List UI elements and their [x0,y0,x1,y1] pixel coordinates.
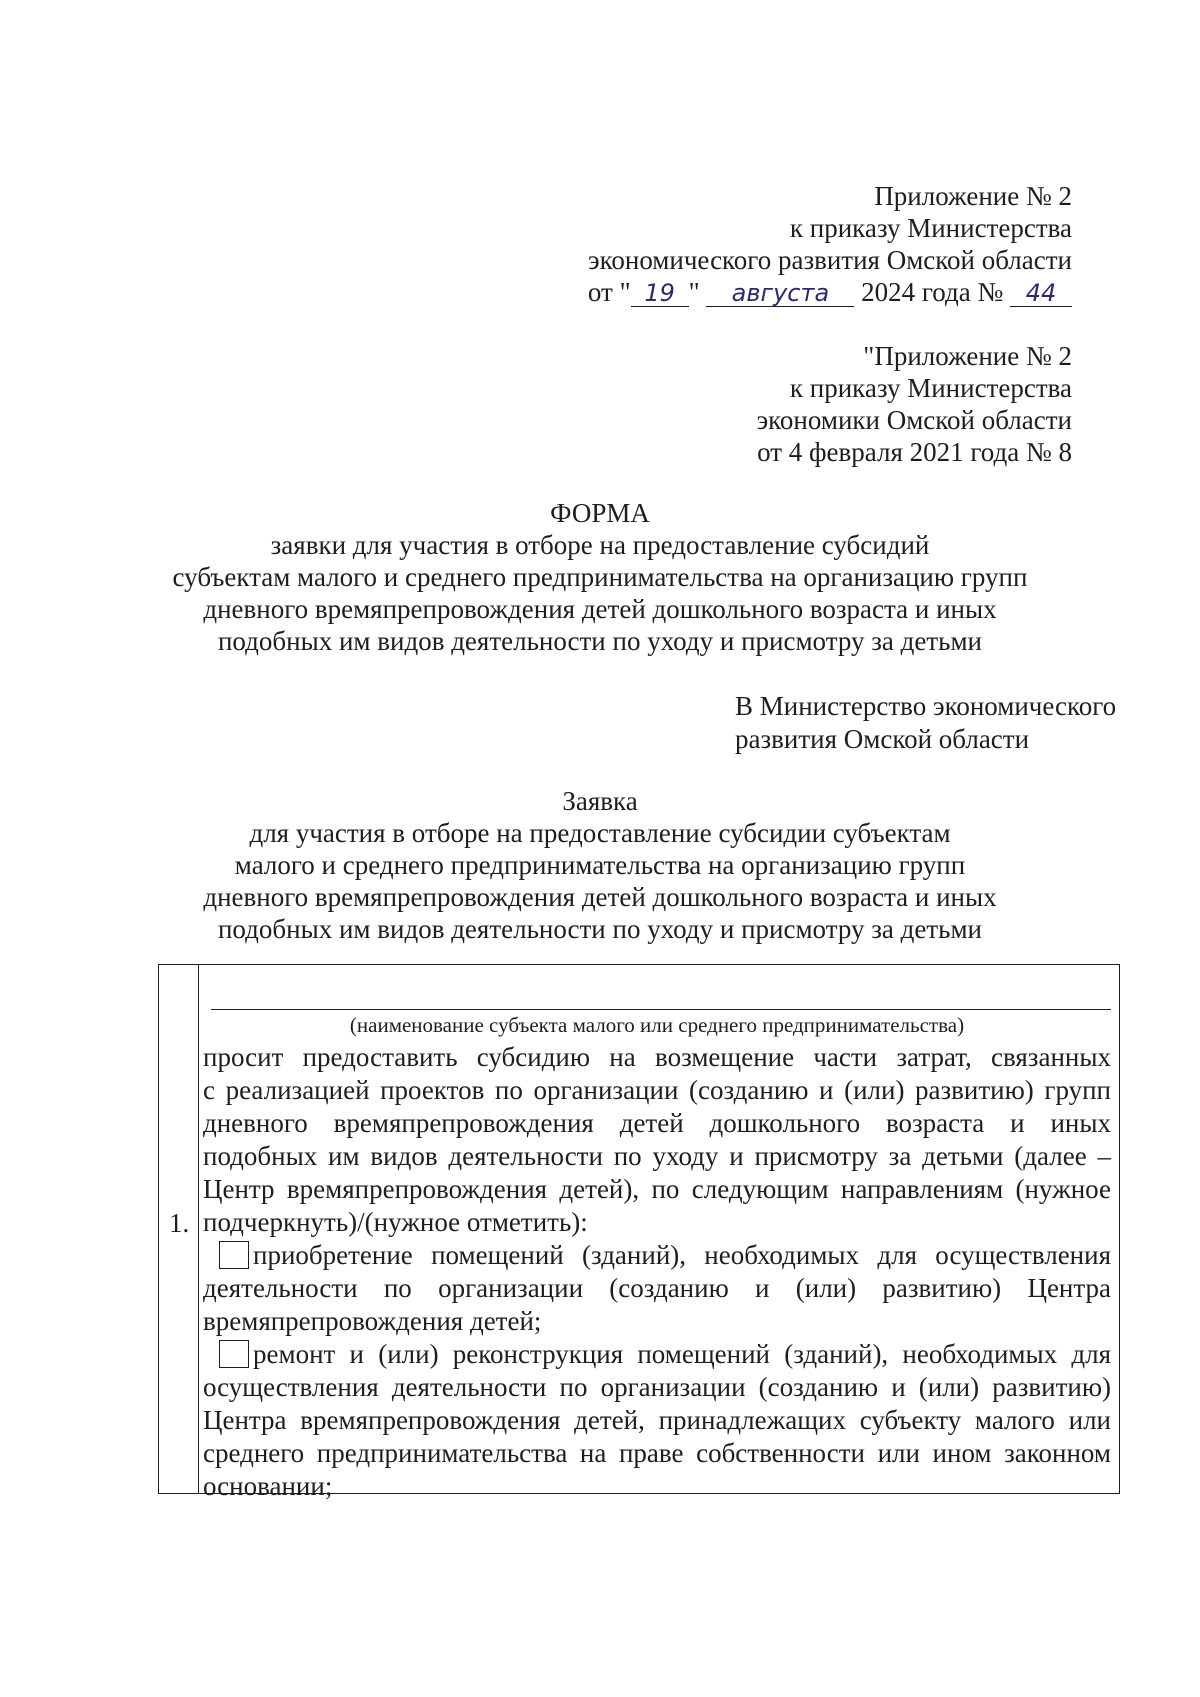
application-title-line4: подобных им видов деятельности по уходу и присмотру за детьми [217,914,982,944]
date-month-handwritten: августа [706,280,854,307]
option-repair-line1: ремонт и (или) реконструкция помещений (зданий), необходимых для [253,1339,1111,1369]
amendment-header [588,180,1072,308]
request-paragraph [203,1041,1111,1239]
request-line4: подобных им видов деятельности по уходу и присмотру за детьми (далее – [203,1141,1111,1171]
option-repair-line3: Центра времяпрепровождения детей, принадлежащих субъекту малого или [203,1405,1111,1435]
entity-name-caption: (наименование субъекта малого или среднего предпринимательства) [349,1013,965,1037]
request-line2: с реализацией проектов по организации (созданию и (или) развитию) групп [203,1075,1111,1105]
date-year: 2024 года № [861,277,1004,307]
amendment-header-line1: Приложение № 2 [874,181,1072,211]
form-title-line1: заявки для участия в отборе на предоставление субсидий [270,530,930,560]
form-title-line3: дневного времяпрепровождения детей дошкольного возраста и иных [203,594,997,624]
application-title [0,785,1200,945]
date-day-handwritten: 19 [631,280,689,307]
addressee-line1: В Министерство экономического [735,691,1117,721]
application-title-line2: малого и среднего предпринимательства на организацию групп [234,850,966,880]
request-line3: дневного времяпрепровождения детей дошкольного возраста и иных [203,1108,1111,1138]
option-repair-line5: основании; [203,1471,333,1501]
amendment-date-line [588,276,1072,308]
option-acquisition-line1: приобретение помещений (зданий), необходимых для осуществления [253,1240,1111,1270]
option-acquisition-checkbox[interactable] [219,1241,249,1269]
option-repair [203,1338,1111,1503]
application-table [158,964,1120,1501]
option-acquisition-line2: деятельности по организации (созданию и (или) развитию) Центра [203,1273,1111,1303]
application-title-line3: дневного времяпрепровождения детей дошкольного возраста и иных [203,882,997,912]
form-title-line4: подобных им видов деятельности по уходу и присмотру за детьми [217,626,982,656]
original-header [757,340,1072,468]
option-acquisition-line1-wrap [203,1239,1111,1272]
date-prefix: от " [587,277,631,307]
form-title [0,497,1200,657]
option-repair-line2: осуществления деятельности по организации (созданию и (или) развитию) [203,1372,1111,1402]
application-title-line1: для участия в отборе на предоставление субсидии субъектам [249,818,951,848]
addressee-line2: развития Омской области [735,724,1030,754]
option-acquisition-line3: времяпрепровождения детей; [203,1306,542,1336]
addressee [735,690,1116,756]
order-number-handwritten: 44 [1010,280,1072,307]
application-title-heading: Заявка [562,786,638,816]
request-line5: Центр времяпрепровождения детей), по следующим направлениям (нужное [203,1174,1111,1204]
option-repair-line1-wrap [203,1338,1111,1371]
form-title-heading: ФОРМА [550,498,650,528]
row-number: 1. [169,1208,190,1238]
request-line6: подчеркнуть)/(нужное отметить): [203,1207,588,1237]
original-header-line3: экономики Омской области [756,405,1072,435]
original-header-line2: к приказу Министерства [789,373,1072,403]
option-repair-line4: среднего предпринимательства на праве собственности или ином законном [203,1438,1111,1468]
request-line1: просит предоставить субсидию на возмещение части затрат, связанных [203,1042,1111,1072]
option-acquisition [203,1239,1111,1338]
entity-name-line [211,1009,1111,1010]
form-title-line2: субъектам малого и среднего предпринимательства на организацию групп [172,562,1028,592]
date-mid: " [688,277,700,307]
option-repair-checkbox[interactable] [219,1340,249,1368]
row-number-cell [159,965,199,1493]
amendment-header-line3: экономического развития Омской области [588,245,1072,275]
amendment-header-line2: к приказу Министерства [789,213,1072,243]
original-header-line4: от 4 февраля 2021 года № 8 [757,437,1072,467]
original-header-line1: "Приложение № 2 [863,341,1072,371]
